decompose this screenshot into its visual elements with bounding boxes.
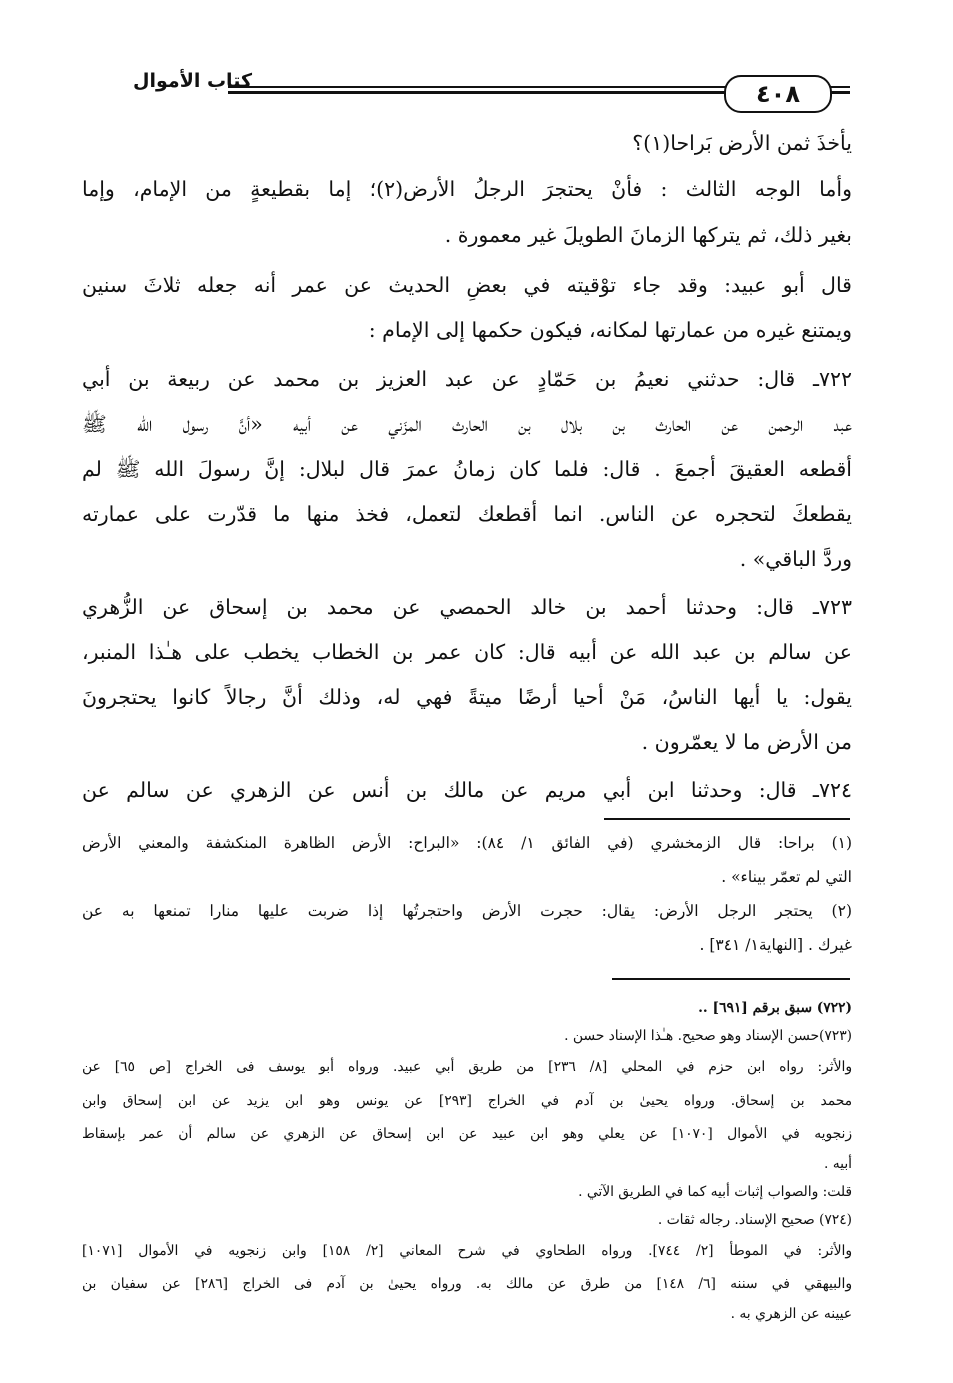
takhreej-line: (٧٢٢) سبق برقم [٦٩١] .. bbox=[698, 1000, 852, 1016]
page-number: ٤٠٨ bbox=[756, 80, 800, 108]
body-line: أقطعه العقيقَ أجمعَ . قال: فلما كان زمانُ عمرَ قال لبلال: إنَّ رسولَ الله ﷺ لم bbox=[82, 457, 852, 481]
body-line: قال أبو عبيد: وقد جاء توْقيته في بعضِ الحديث عن عمر أنه جعله ثلاثَ سنين bbox=[82, 273, 852, 297]
body-line: من الأرض ما لا يعمّرون . bbox=[641, 730, 852, 754]
takhreej-line: والأثر: في الموطأ [٢/ ٧٤٤]. ورواه الطحاوي في شرح المعاني [٢/ ١٥٨] وابن زنجويه في الأموال [١٠٧١] bbox=[82, 1243, 852, 1259]
takhreej-line: (٧٢٣)حسن الإسناد وهو صحيح. هـٰذا الإسناد حسن . bbox=[564, 1028, 852, 1044]
running-title: كتاب الأموال bbox=[133, 70, 252, 92]
body-line: عن سالم بن عبد الله عن أبيه قال: كان عمر بن الخطاب يخطب على هـٰذا المنبر، bbox=[82, 640, 852, 664]
body-line: يأخذَ ثمن الأرض بَراحا(١)؟ bbox=[632, 131, 852, 155]
footnote-line: (١) براحا: قال الزمخشري (في الفائق ١/ ٨٤): «البراح: الأرض الظاهرة المنكشفة والمعني الأرض bbox=[82, 834, 852, 852]
body-line: ٧٢٤ـ قال: وحدثنا ابن أبي مريم عن مالك بن أنس عن الزهري عن سالم عن bbox=[82, 778, 852, 802]
footnote-line: غيرك . [النهاية١/ ٣٤١] . bbox=[699, 936, 852, 954]
body-line: عبد الرحمن عن الحارث بن بلال بن الحارث المزَني عن أبيه «أنَّ رسول الله ﷺ bbox=[82, 412, 852, 436]
body-line: وأما الوجه الثالث : فأنْ يحتجرَ الرجلُ الأرض(٢)؛ إما بقطيعةٍ من الإمام، وإما bbox=[82, 177, 852, 201]
takhreej-line: قلت: والصواب إثبات أبيه كما في الطريق الآتي . bbox=[578, 1184, 852, 1200]
footnote-line: (٢) يحتجر الرجل الأرض: يقال: حجرت الأرض واحتجرتُها إذا ضربت عليها منارا تمنعها به عن bbox=[82, 902, 852, 920]
body-line: يقطعكَ لتحجره عن الناس. انما أقطعك لتعمل، فخذ منها ما قدّرت على عمارته bbox=[82, 502, 852, 526]
body-line: ٧٢٢ـ قال: حدثني نعيمُ بن حَمّادٍ عن عبد العزيز بن محمد عن ربيعة بن أبي bbox=[82, 367, 852, 391]
takhreej-line: (٧٢٤) صحيح الإسناد. رجاله ثقات . bbox=[657, 1212, 852, 1228]
takhreej-line: أبيه . bbox=[823, 1156, 852, 1172]
takhreej-separator bbox=[612, 978, 850, 980]
takhreej-line: محمد بن إسحاق. ورواه يحيىٰ بن آدم في الخراج [٢٩٣] عن يونس وهو ابن يزيد عن ابن إسحاق وابن bbox=[82, 1093, 852, 1109]
body-line: يقول: يا أيها الناسُ، مَنْ أحيا أرضًا ميتةً فهي له، وذلك أنَّ رجالاً كانوا يحتجرونَ bbox=[82, 685, 852, 709]
takhreej-line: عيينه عن الزهري به . bbox=[730, 1306, 852, 1322]
body-line: وردَّ الباقي» . bbox=[739, 547, 852, 571]
takhreej-line: والأثر: رواه ابن حزم في المحلي [٨/ ٢٣٦] من طريق أبي عبيد. ورواه أبو يوسف فى الخراج [ص ٦٥] عن bbox=[82, 1059, 852, 1075]
footnote-separator bbox=[604, 818, 850, 820]
takhreej-line: زنجويه في الأموال [١٠٧٠] عن يعلي وهو ابن عبيد عن ابن إسحاق عن الزهري عن سالم أن عمر بإسقاط bbox=[82, 1126, 852, 1142]
body-line: بغير ذلك، ثم يتركها الزمانَ الطويلَ غير معمورة . bbox=[444, 223, 852, 247]
footnote-line: التي لم تعمّر بيناء» . bbox=[721, 868, 852, 886]
takhreej-line: والبيهقي في سننه [٦/ ١٤٨] من طرق عن مالك به. ورواه يحيىٰ بن آدم فى الخراج [٢٨٦] عن سفيان بن bbox=[82, 1276, 852, 1292]
body-line: ٧٢٣ـ قال: وحدثنا أحمد بن خالد الحمصي عن محمد بن إسحاق عن الزُّهري bbox=[82, 595, 852, 619]
body-line: ويمتنع غيره من عمارتها لمكانه، فيكون حكمها إلى الإمام : bbox=[368, 318, 852, 342]
